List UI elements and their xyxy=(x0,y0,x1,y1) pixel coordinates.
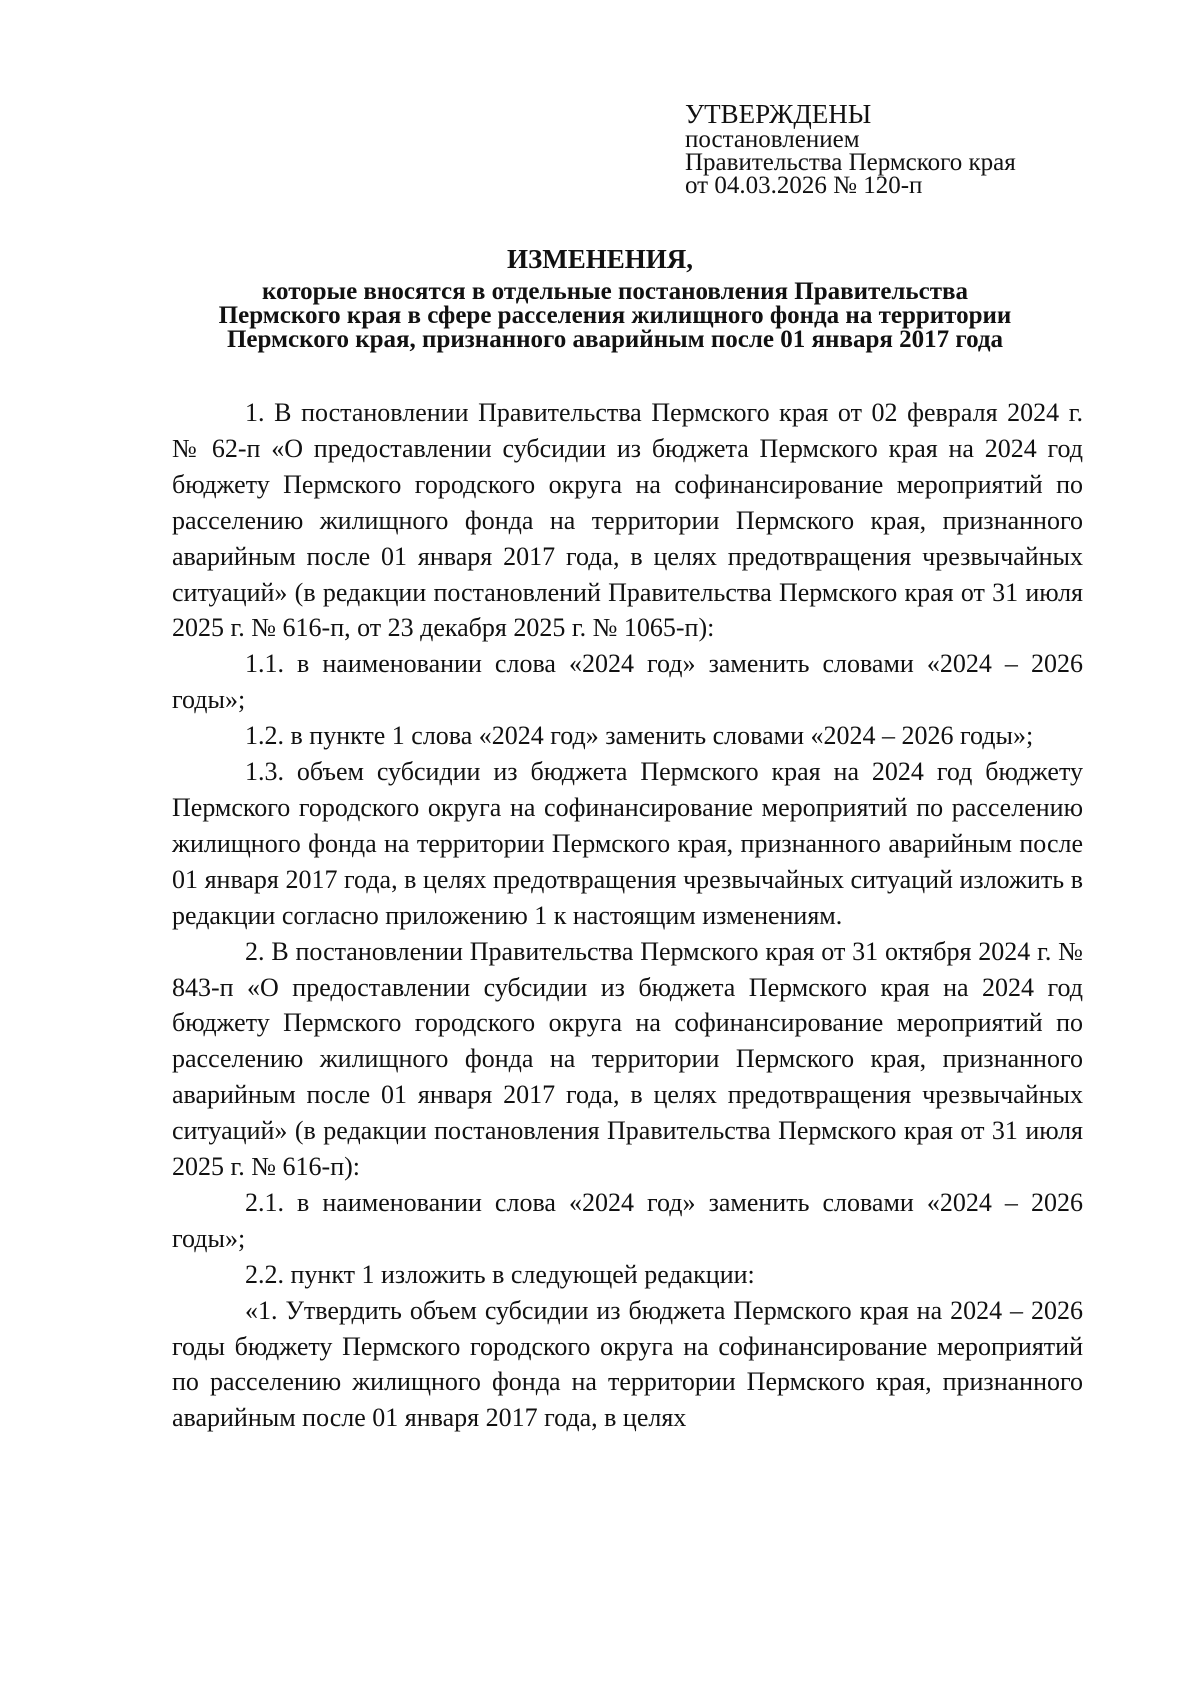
approval-title: УТВЕРЖДЕНЫ xyxy=(685,99,872,129)
approval-line-2: Правительства Пермского края xyxy=(685,149,1016,176)
subtitle-line-1: которые вносятся в отдельные постановления Правительства xyxy=(261,278,969,305)
paragraph-2: 2. В постановлении Правительства Пермского края от 31 октября 2024 г. № 843-п «О предоставлении субсидии из бюджета Пермского края на 2024 год бюджету Пермского городского округа на софинансирование мероприятий по расселению жилищного фонда на территории Пермского края, признанного аварийным после 01 января 2017 года, в целях предотвращения чрезвычайных ситуаций» (в редакции постановления Правительства Пермского края от 31 июля 2025 г. № 616-п): xyxy=(172,936,1083,1182)
document-body xyxy=(172,395,1083,1436)
document-title: ИЗМЕНЕНИЯ, xyxy=(506,244,693,274)
paragraph-2-2: 2.2. пункт 1 изложить в следующей редакции: xyxy=(245,1259,755,1289)
document-subtitle xyxy=(150,280,1080,352)
subtitle-line-3: Пермского края, признанного аварийным после 01 января 2017 года xyxy=(226,326,1004,353)
paragraph-quoted-1: «1. Утвердить объем субсидии из бюджета Пермского края на 2024 – 2026 годы бюджету Пермского городского округа на софинансирование мероприятий по расселению жилищного фонда на территории Пермского края, признанного аварийным после 01 января 2017 года, в целях xyxy=(172,1295,1083,1433)
subtitle-line-2: Пермского края в сфере расселения жилищного фонда на территории xyxy=(218,302,1012,329)
paragraph-1-2: 1.2. в пункте 1 слова «2024 год» заменить словами «2024 – 2026 годы»; xyxy=(245,721,1034,751)
paragraph-1-3: 1.3. объем субсидии из бюджета Пермского края на 2024 год бюджету Пермского городского округа на софинансирование мероприятий по расселению жилищного фонда на территории Пермского края, признанного аварийным после 01 января 2017 года, в целях предотвращения чрезвычайных ситуаций изложить в редакции согласно приложению 1 к настоящим изменениям. xyxy=(172,757,1083,930)
approval-line-3: от 04.03.2026 № 120-п xyxy=(685,172,923,199)
approval-stamp xyxy=(685,100,1016,197)
paragraph-1: 1. В постановлении Правительства Пермского края от 02 февраля 2024 г. № 62-п «О предоставлении субсидии из бюджета Пермского края на 2024 год бюджету Пермского городского округа на софинансирование мероприятий по расселению жилищного фонда на территории Пермского края, признанного аварийным после 01 января 2017 года, в целях предотвращения чрезвычайных ситуаций» (в редакции постановлений Правительства Пермского края от 31 июля 2025 г. № 616-п, от 23 декабря 2025 г. № 1065-п): xyxy=(172,398,1083,643)
paragraph-2-1: 2.1. в наименовании слова «2024 год» заменить словами «2024 – 2026 годы»; xyxy=(172,1187,1083,1253)
approval-line-1: постановлением xyxy=(685,126,860,153)
paragraph-1-1: 1.1. в наименовании слова «2024 год» заменить словами «2024 – 2026 годы»; xyxy=(172,649,1083,715)
